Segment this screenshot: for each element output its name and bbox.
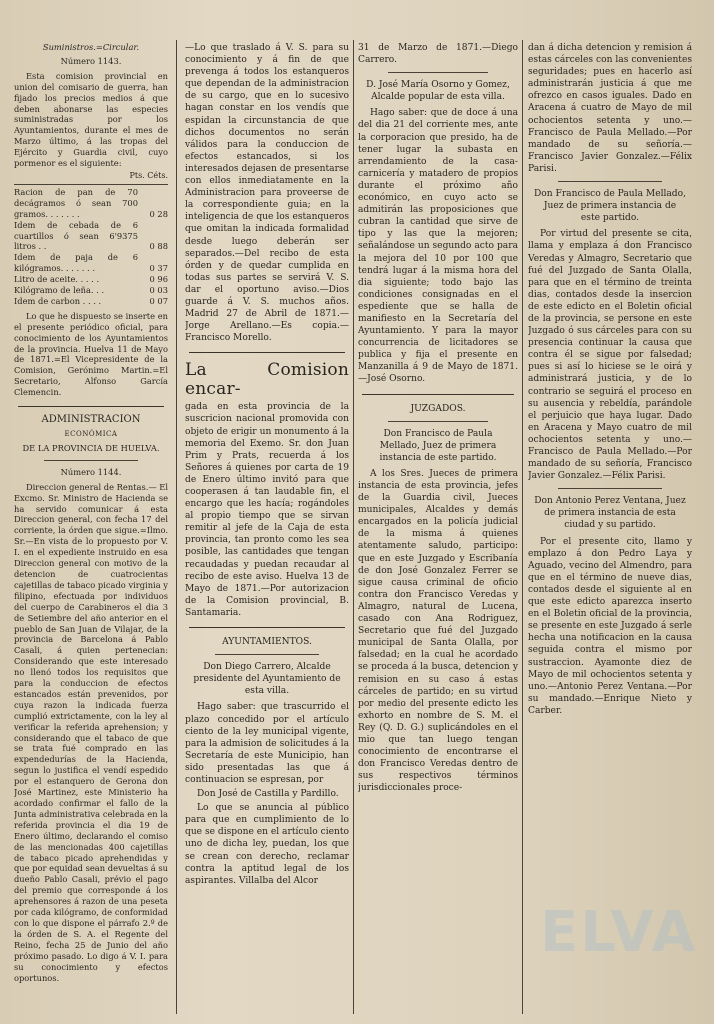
table-row: [14, 296, 168, 307]
price-label: Idem de carbon . . . .: [14, 295, 102, 306]
notice-paragraph: Direccion general de Rentas.— El Excmo. Sr. Ministro de Hacienda se ha servido comunicar á esta Direccion general, con fecha 17 del corriente, la órden que sigue.=Ilmo. Sr.—En vista de lo propuesto por V. I. en el expediente instruido en esa Direccion general con motivo de la detencion de cuatrocientas cajetillas de tabaco picado virginia y filipino, efectuada por individuos del cuerpo de Carabineros el dia 3 de Setiembre del año anterior en el pueblo de San Juan de Vilajar, de la provincia de Barcelona á Pablo Casali, á quien pertenecian: Considerando que este interesado no llenó todos los requisitos que para la conduccion de efectos estancados están prevenidos, por cuya razon la indicada fuerza cumplió extrictamente, con la ley al verificar la referida aprehension; y considerando que el tabaco de que se trata fué comprado en las expendedurías de la Hacienda, segun lo justifica el vendí espedido por el estanquero de Gerona don José Martinez, este Ministerio ha acordado confirmar el fallo de la Junta administrativa celebrada en la referida provincia el dia 19 de Enero último, declarando el comiso de las mencionadas 400 cajetillas de tabaco picado aprehendidas y que por equidad sean devueltas á su dueño Pablo Casali, prévio el pago del premio que corresponde á los aprehensores á razon de una peseta por cada kilógramo, de conformidad con lo que dispone el párrafo 2.º de la órden de S. A. el Regente del Reino, fecha 25 de Junio del año próximo pasado. Lo digo á V. I. para su conocimiento y efectos oportunos.: [14, 481, 168, 983]
notice-paragraph: Hago saber: que de doce á una del dia 21 del corriente mes, ante la corporacion que presido, ha de tener lugar la subasta en arrendamiento de la casa-carnicería y matadero de propios durante el próximo año económico, en cuyo acto se admitirán las proposiciones que cubran la cantidad que sirve de tipo y las que la mejoren; señalándose un segundo acto para la mejora del 10 por 100 que tendrá lugar á la misma hora del dia siguiente; todo bajo las condiciones consignadas en el espediente que se halla de manifiesto en la Secretaría del Ayuntamiento. Y para la mayor concurrencia de licitadores se publica y fija el presente en Manzanilla á 9 de Mayo de 1871.—José Osorno.: [358, 108, 518, 385]
column-4: [528, 42, 692, 1016]
price-table: [14, 187, 168, 307]
section-heading-ayuntamientos: AYUNTAMIENTOS.: [222, 637, 312, 648]
watermark: ELVA: [540, 900, 698, 965]
divider: [44, 460, 138, 461]
section-subheading: DE LA PROVINCIA DE HUELVA.: [22, 442, 160, 453]
divider: [14, 184, 168, 185]
divider: [388, 72, 488, 73]
notice-paragraph: A los Sres. Jueces de primera instancia de esta provincia, jefes de la Guardia civil, Jueces municipales, Alcaldes y demás encargados en la policía judicial de la misma á quienes atentamente saludo, participo: que en este Juzgado y Escribanía de don José Gonzalez Ferrer se sigue causa criminal de oficio contra don Francisco Veredas y Almagro, natural de Lucena, casado con Ana Rodriguez, Secretario que fué del Juzgado municipal de Santa Olalla, por falsedad; en la cual he acordado se proceda á la busca, detencion y remision en su caso á estas cárceles de partido; en su virtud por medio del presente edicto les exhorto en nombre de S. M. el Rey (Q. D. G.) suplicándoles en el mio que tan luego tengan conocimiento de encontrarse el don Francisco Veredas dentro de sus respectivos términos jurisdiccionales proce-: [358, 468, 518, 794]
notice-paragraph: Lo que he dispuesto se inserte en el presente periódico oficial, para conocimiento de los Ayuntamientos de la provincia. Huelva 11 de Mayo de 1871.=El Vicepresidente de la Comision, Gerónimo Martin.=El Secretario, Alfonso García Clemencin.: [14, 310, 168, 398]
notice-paragraph: Don Antonio Perez Ventana, Juez de primera instancia de esta ciudad y su partido.: [534, 496, 686, 531]
notice-paragraph: Don Francisco de Paula Mellado, Juez de primera instancia de este partido.: [534, 189, 686, 224]
notice-paragraph: —Lo que traslado á V. S. para su conocimiento y á fin de que prevenga á todos los estanqueros que dependan de la administracion de su cargo, que en lo sucesivo hagan constar en los vendís que espidan la circunstancia de que dichos documentos no serán válidos para la conduccion de efectos estancados, si los interesados dejasen de presentarse con ellos inmediatamente en la Administracion para proveerse de la correspondiente guia; en la inteligencia de que los estanqueros que omitan la indicada formalidad desde luego deberán ser separados.—Del recibo de esta órden y de quedar cumplida en todas sus partes se servirá V. S. dar el oportuno aviso.—Dios guarde á V. S. muchos años. Madrid 27 de Abril de 1871.—Jorge Arellano.—Es copia.—Francisco Morello.: [185, 43, 349, 344]
notice-paragraph: Don Francisco de Paula Mellado, Juez de primera instancia de este partido.: [379, 428, 497, 463]
notice-paragraph: 31 de Marzo de 1871.—Diego Carrero.: [358, 43, 518, 66]
price-value: 0 07: [149, 295, 168, 306]
column-divider: [176, 40, 177, 1014]
price-label: Litro de aceite. . . . .: [14, 274, 100, 285]
notice-number: Número 1143.: [60, 55, 122, 66]
notice-paragraph: Don José de Castilla y Pardillo.: [197, 789, 339, 800]
divider: [189, 627, 345, 628]
divider: [18, 406, 164, 407]
column-2: [185, 42, 349, 1016]
column-divider: [353, 40, 354, 1014]
divider: [558, 181, 662, 182]
price-table-header: Pts. Céts.: [129, 170, 168, 180]
price-label: Idem de cebada de 6 cuartillos ó sean 6'9375 litros . .: [14, 219, 138, 252]
price-value: 0 03: [149, 285, 168, 296]
table-row: [14, 274, 168, 285]
section-heading-juzgados: JUZGADOS.: [410, 403, 466, 414]
price-label: Racion de pan de 70 decágramos ó sean 700 gramos. . . . . . .: [14, 186, 138, 219]
table-row: [14, 252, 168, 274]
table-row: [14, 187, 168, 220]
price-value: 0 96: [149, 274, 168, 285]
divider: [362, 394, 514, 395]
section-heading-suministros: Suministros.=Circular.: [42, 42, 140, 52]
divider: [189, 352, 345, 353]
notice-paragraph: Don Diego Carrero, Alcalde presidente del Ayuntamiento de esta villa.: [193, 662, 341, 697]
headline-comision: La Comision encar-: [185, 360, 349, 400]
notice-paragraph: dan á dicha detencion y remision á estas cárceles con las convenientes seguridades; pues en hacerlo así administrarán justicia á que me ofrezco en casos iguales. Dado en Aracena á cuatro de Mayo de mil ochocientos setenta y uno.—Francisco de Paula Mellado.—Por mandado de su señoría.—Francisco Javier Gonzalez.—Félix Parisi.: [528, 43, 692, 174]
price-value: 0 28: [149, 208, 168, 219]
price-label: Kilógramo de leña. . .: [14, 285, 105, 296]
notice-number: Número 1144.: [60, 466, 122, 477]
column-1: [14, 42, 168, 1016]
section-subheading: ECONÓMICA: [64, 430, 118, 438]
column-divider: [522, 40, 523, 1014]
price-value: 0 88: [149, 241, 168, 252]
price-value: 0 37: [149, 263, 168, 274]
divider: [558, 488, 662, 489]
notice-paragraph: Por virtud del presente se cita, llama y emplaza á don Francisco Veredas y Almagro, Secretario que fué del Juzgado de Santa Olalla, para que en el término de treinta dias, contados desde la insercion de este edicto en el Boletin oficial de la provincia, se persone en este Juzgado ó sus cárceles para con su presencia continuar la causa que contra él se sigue por falsedad; pues si así lo hiciese se le oirá y administrará justicia, y de lo contrario se seguirá el proceso en su ausencia y rebeldía, parándole el perjuicio que haya lugar. Dado en Aracena y Mayo cuatro de mil ochocientos setenta y uno.—Francisco de Paula Mellado.—Por mandado de su señoría, Francisco Javier Gonzalez.—Félix Parisi.: [528, 229, 692, 482]
notice-paragraph: gada en esta provincia de la suscricion nacional promovida con objeto de erigir un monumento á la memoria del Exemo. Sr. don Juan Prim y Prats, recuerda á los Señores á quienes por carta de 19 de Enero último invitó para que cooperasen á tan laudable fin, el encargo que les hacía; rogándoles al propio tiempo que se sirvan remitir al jefe de la Caja de esta provincia, tan pronto como les sea posible, las cantidades que tengan recaudadas y puedan recaudar al recibo de este aviso. Huelva 13 de Mayo de 1871.—Por autorizacion de la Comision provincial, B. Santamaria.: [185, 402, 349, 618]
divider: [215, 654, 319, 655]
notice-paragraph: Lo que se anuncia al público para que en cumplimiento de lo que se dispone en el artículo ciento uno de dicha ley, puedan, los que se crean con derecho, reclamar contra la aptitud legal de los aspirantes. Villalba del Alcor: [185, 803, 349, 886]
table-row: [14, 285, 168, 296]
column-3: [358, 42, 518, 1016]
notice-paragraph: Hago saber: que trascurrido el plazo concedido por el artículo ciento de la ley municipal vigente, para la admision de solicitudes á la Secretaría de este Municipio, han sido presentadas las que á continuacion se espresan, por: [185, 702, 349, 785]
section-heading-administracion: ADMINISTRACION: [41, 414, 141, 426]
table-row: [14, 220, 168, 253]
price-label: Idem de paja de 6 kilógramos. . . . . . .: [14, 252, 138, 274]
divider: [388, 421, 488, 422]
notice-paragraph: Por el presente cito, llamo y emplazo á don Pedro Laya y Aguado, vecino del Almendro, para que en el término de nueve dias, contados desde el siguiente al en que este edicto aparezca inserto en el Boletin oficial de la provincia, se presente en este Juzgado á serle hecha una notificacion en la causa seguida contra el mismo por sustraccion. Ayamonte diez de Mayo de mil ochocientos setenta y uno.—Antonio Perez Ventana.—Por su mandado.—Enrique Nieto y Carber.: [528, 536, 692, 716]
notice-paragraph: D. José María Osorno y Gomez, Alcalde popular de esta villa.: [366, 80, 510, 103]
notice-paragraph: Esta comision provincial en union del comisario de guerra, han fijado los precios medios á que deben abonarse las especies suministradas por los Ayuntamientos, durante el mes de Marzo último, á las tropas del Ejército y Guardia civil, cuyo pormenor es el siguiente:: [14, 70, 168, 169]
